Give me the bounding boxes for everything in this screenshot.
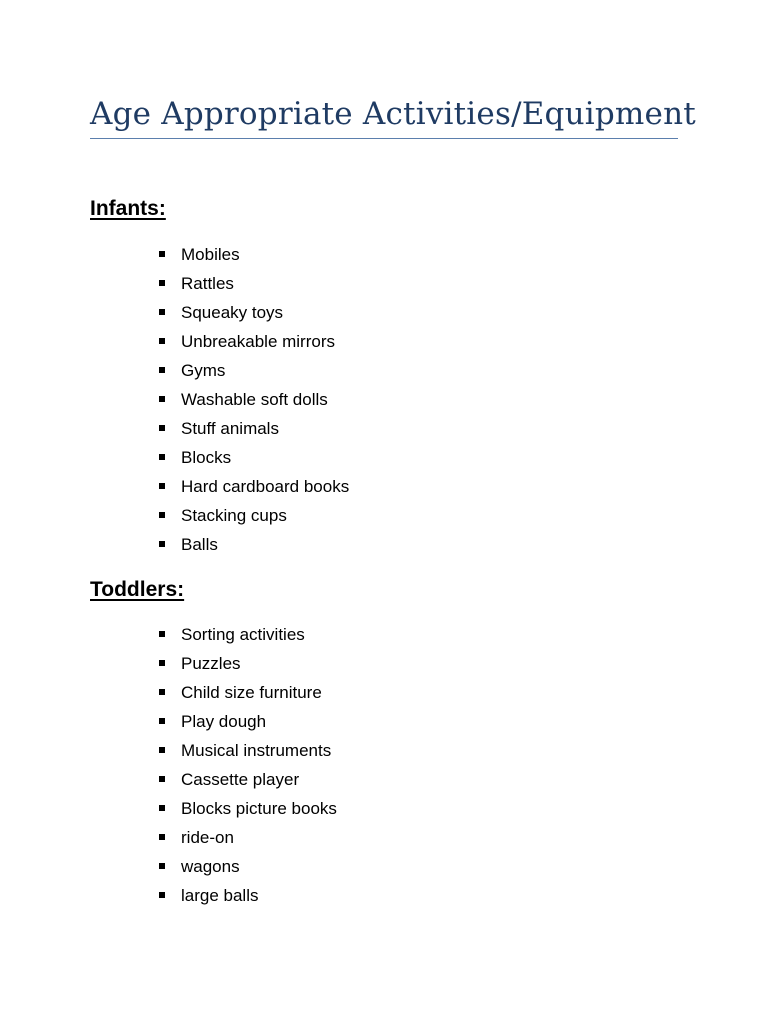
list-item-text: Washable soft dolls [181,390,328,409]
title-underline-rule [90,138,678,139]
list-item-text: Stuff animals [181,419,279,438]
square-bullet-icon [159,892,165,898]
square-bullet-icon [159,454,165,460]
list-item-text: Musical instruments [181,741,332,760]
list-item-text: Sorting activities [181,625,305,644]
section-heading-toddlers: Toddlers: [90,578,185,601]
list-item-text: Play dough [181,712,267,731]
square-bullet-icon [159,251,165,257]
square-bullet-icon [159,541,165,547]
list-item-text: large balls [181,886,259,905]
square-bullet-icon [159,338,165,344]
list-item-text: Unbreakable mirrors [181,332,335,351]
page-title: Age Appropriate Activities/Equipment [90,96,696,132]
square-bullet-icon [159,689,165,695]
list-item-text: Squeaky toys [181,303,284,322]
square-bullet-icon [159,483,165,489]
square-bullet-icon [159,425,165,431]
list-item-text: Puzzles [181,654,241,673]
list-item-text: Balls [181,535,218,554]
list-item-text: Blocks picture books [181,799,337,818]
square-bullet-icon [159,367,165,373]
list-item-text: Cassette player [181,770,300,789]
list-item-text: Hard cardboard books [181,477,350,496]
square-bullet-icon [159,280,165,286]
square-bullet-icon [159,747,165,753]
list-item-text: Rattles [181,274,234,293]
list-item-text: Mobiles [181,245,240,264]
square-bullet-icon [159,309,165,315]
list-item-text: Gyms [181,361,226,380]
section-heading-infants: Infants: [90,197,166,220]
square-bullet-icon [159,718,165,724]
list-item-text: wagons [181,857,240,876]
list-item-text: Child size furniture [181,683,322,702]
square-bullet-icon [159,512,165,518]
square-bullet-icon [159,631,165,637]
square-bullet-icon [159,660,165,666]
square-bullet-icon [159,396,165,402]
list-item-text: Blocks [181,448,232,467]
square-bullet-icon [159,863,165,869]
list-item-text: ride-on [181,828,234,847]
square-bullet-icon [159,776,165,782]
list-item-text: Stacking cups [181,506,287,525]
square-bullet-icon [159,834,165,840]
square-bullet-icon [159,805,165,811]
